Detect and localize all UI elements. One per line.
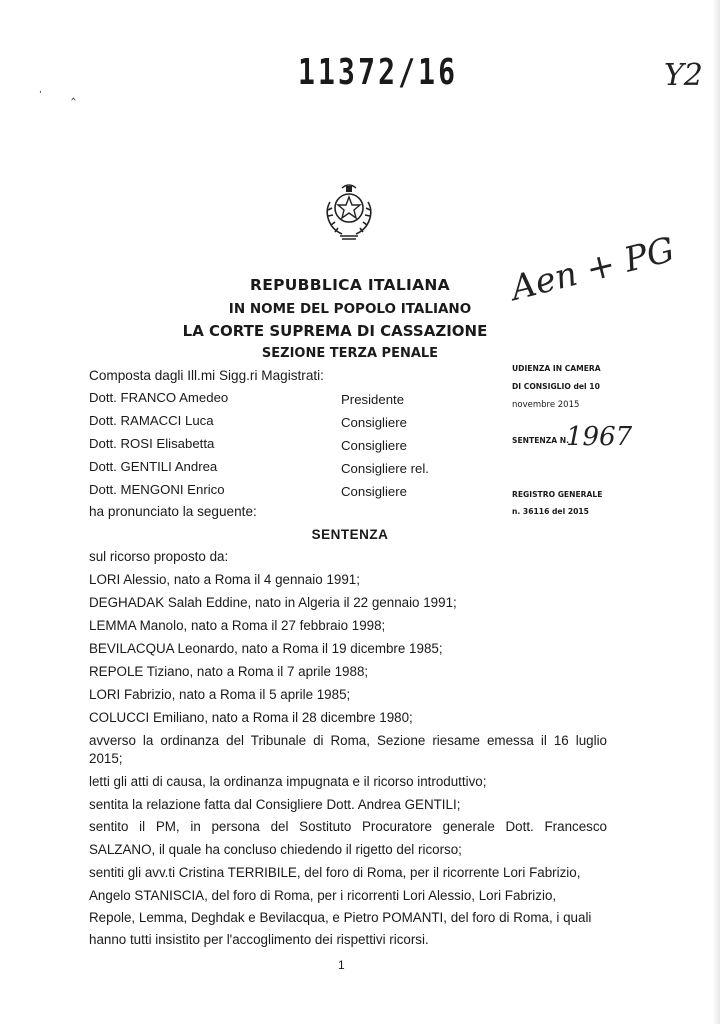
sentenza-number: 1967 [566,422,633,452]
registro-line-1: REGISTRO GENERALE [512,490,603,499]
appellant-line: DEGHADAK Salah Eddine, nato in Algeria il 22 gennaio 1991; [89,595,457,610]
avverso-line-2: 2015; [89,751,123,766]
magistrate-role: Consigliere [341,415,407,430]
pronunciato-line: ha pronunciato la seguente: [89,504,257,519]
udienza-line-2: DI CONSIGLIO del 10 [512,382,600,391]
appellant-line: REPOLE Tiziano, nato a Roma il 7 aprile 1988; [89,664,369,679]
magistrate-name: Dott. RAMACCI Luca [89,413,214,428]
sentito-line-1: sentito il PM, in persona del Sostituto Procuratore generale Dott. Francesco [89,819,607,834]
republic-emblem-icon [316,178,382,244]
intro-line: sul ricorso proposto da: [89,549,229,564]
sentita-line: sentita la relazione fatta dal Consigliere Dott. Andrea GENTILI; [89,797,461,812]
scan-mark: ‸ [71,84,76,100]
magistrate-role: Consigliere rel. [341,461,429,476]
sentenza-title: SENTENZA [311,527,389,542]
magistrate-name: Dott. FRANCO Amedeo [89,390,229,405]
sentiti-line-2: Angelo STANISCIA, del foro di Roma, per i ricorrenti Lori Alessio, Lori Fabrizio, [89,888,557,903]
header-republic: REPUBBLICA ITALIANA [250,276,450,294]
header-court: LA CORTE SUPREMA DI CASSAZIONE [182,322,488,340]
handwritten-corner-mark: Y2 [664,58,703,93]
handwritten-annotation: Aen + PG [507,229,679,309]
sentiti-line-1: sentiti gli avv.ti Cristina TERRIBILE, del foro di Roma, per il ricorrente Lori Fabrizio, [89,865,581,880]
header-section: SEZIONE TERZA PENALE [261,346,439,361]
page-number: 1 [338,958,345,972]
sentiti-line-3: Repole, Lemma, Deghdak e Bevilacqua, e Pietro POMANTI, del foro di Roma, i quali [89,910,592,925]
scan-edge [712,0,720,1024]
sentenza-label: SENTENZA N. [512,436,570,445]
magistrate-name: Dott. MENGONI Enrico [89,482,225,497]
magistrate-role: Consigliere [341,438,407,453]
avverso-line-1: avverso la ordinanza del Tribunale di Roma, Sezione riesame emessa il 16 luglio [89,733,607,748]
magistrate-name: Dott. ROSI Elisabetta [89,436,215,451]
document-number: 11372/16 [298,52,459,93]
appellant-line: LEMMA Manolo, nato a Roma il 27 febbraio 1998; [89,618,386,633]
appellant-line: LORI Alessio, nato a Roma il 4 gennaio 1991; [89,572,360,587]
appellant-line: LORI Fabrizio, nato a Roma il 5 aprile 1985; [89,687,351,702]
header-people: IN NOME DEL POPOLO ITALIANO [228,301,472,317]
letti-line: letti gli atti di causa, la ordinanza impugnata e il ricorso introduttivo; [89,774,487,789]
composta-line: Composta dagli Ill.mi Sigg.ri Magistrati: [89,368,324,383]
appellant-line: COLUCCI Emiliano, nato a Roma il 28 dicembre 1980; [89,710,413,725]
appellant-line: BEVILACQUA Leonardo, nato a Roma il 19 dicembre 1985; [89,641,443,656]
sentiti-line-4: hanno tutti insistito per l'accoglimento dei rispettivi ricorsi. [89,932,429,947]
udienza-line-3: novembre 2015 [512,400,580,410]
magistrate-role: Presidente [341,392,405,407]
udienza-line-1: UDIENZA IN CAMERA [512,364,601,373]
registro-line-2: n. 36116 del 2015 [512,507,589,516]
scan-mark: ˈ [38,88,43,104]
sentito-line-2: SALZANO, il quale ha concluso chiedendo il rigetto del ricorso; [89,842,462,857]
magistrate-role: Consigliere [341,484,407,499]
magistrate-name: Dott. GENTILI Andrea [89,459,218,474]
